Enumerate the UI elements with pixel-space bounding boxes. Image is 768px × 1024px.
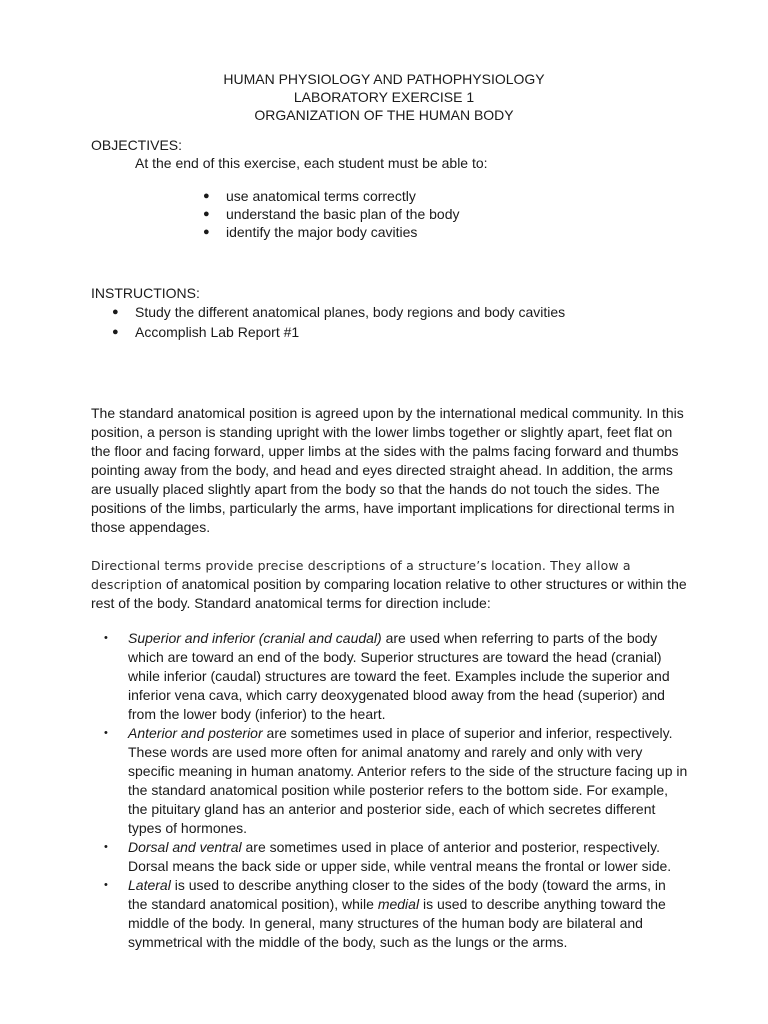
term-superior-inferior: Superior and inferior (cranial and caudal) — [128, 630, 382, 646]
list-item — [0, 838, 688, 876]
objectives-list — [0, 187, 460, 241]
term-description: is used to describe anything toward the middle of the body. In general, many structures of the human body are bilateral and symmetrical with the middle of the body, such as the lungs or the arms. — [128, 896, 666, 950]
list-item — [0, 724, 688, 838]
objectives-intro: At the end of this exercise, each student must be able to: — [135, 155, 488, 171]
bullet-icon: ● — [112, 326, 119, 338]
instruction-text: Study the different anatomical planes, body regions and body cavities — [135, 304, 566, 320]
list-item — [0, 302, 565, 322]
instructions-list — [0, 302, 565, 342]
list-item — [0, 205, 460, 223]
list-item — [0, 876, 688, 952]
directional-terms-paragraph — [91, 556, 687, 613]
bullet-icon: • — [104, 727, 108, 739]
term-description: are sometimes used in place of anterior and posterior, respectively. Dorsal means the back side or upper side, while ventral means the frontal or lower side. — [128, 839, 672, 874]
directional-terms-rest: of anatomical position by comparing location relative to other structures or within the rest of the body. Standard anatomical terms for direction include: — [91, 576, 687, 611]
instructions-heading: INSTRUCTIONS: — [91, 285, 200, 301]
directional-terms-list — [0, 629, 768, 952]
term-dorsal-ventral: Dorsal and ventral — [128, 839, 242, 855]
list-item — [0, 187, 460, 205]
bullet-icon: ● — [203, 226, 210, 238]
term-description: are sometimes used in place of superior and inferior, respectively. These words are used more often for animal anatomy and rarely and only with very specific meaning in human anatomy. Anterior refers to the side of the structure facing up in the standard anatomical position while posterior refers to the bottom side. For example, the pituitary gland has an anterior and posterior side, each of which secretes different types of hormones. — [128, 725, 688, 836]
bullet-icon: ● — [203, 190, 210, 202]
list-item — [0, 223, 460, 241]
title-topic: ORGANIZATION OF THE HUMAN BODY — [254, 107, 514, 123]
term-description: is used to describe anything closer to the sides of the body (toward the arms, in the standard anatomical position), while — [128, 877, 666, 912]
term-description: are used when referring to parts of the body which are toward an end of the body. Superior structures are toward the head (cranial) while inferior (caudal) structures are toward the feet. Examples include the superior and inferior vena cava, which carry deoxygenated blood away from the head (superior) and from the lower body (inferior) to the heart. — [128, 630, 670, 722]
title-course: HUMAN PHYSIOLOGY AND PATHOPHYSIOLOGY — [223, 71, 545, 87]
bullet-icon: • — [104, 841, 108, 853]
bullet-icon: • — [104, 632, 108, 644]
objective-text: understand the basic plan of the body — [226, 206, 460, 222]
document-title — [0, 70, 768, 124]
term-lateral: Lateral — [128, 877, 171, 893]
term-medial: medial — [377, 896, 420, 912]
objective-text: use anatomical terms correctly — [226, 188, 416, 204]
bullet-icon: ● — [203, 208, 210, 220]
bullet-icon: ● — [112, 306, 119, 318]
list-item — [0, 629, 688, 724]
directional-terms-lead: Directional terms provide precise descriptions of a structure’s location. They allow a description — [91, 558, 631, 592]
objectives-heading: OBJECTIVES: — [91, 137, 183, 153]
objective-text: identify the major body cavities — [226, 224, 418, 240]
term-anterior-posterior: Anterior and posterior — [128, 725, 263, 741]
instruction-text: Accomplish Lab Report #1 — [135, 324, 300, 340]
anatomical-position-paragraph: The standard anatomical position is agreed upon by the international medical community. In this position, a person is standing upright with the lower limbs together or slightly apart, feet flat on the floor and facing forward, upper limbs at the sides with the palms facing forward and thumbs pointing away from the body, and head and eyes directed straight ahead. In addition, the arms are usually placed slightly apart from the body so that the hands do not touch the sides. The positions of the limbs, particularly the arms, have important implications for directional terms in those appendages. — [91, 405, 684, 535]
title-exercise: LABORATORY EXERCISE 1 — [293, 89, 475, 105]
list-item — [0, 322, 565, 342]
bullet-icon: • — [104, 879, 108, 891]
